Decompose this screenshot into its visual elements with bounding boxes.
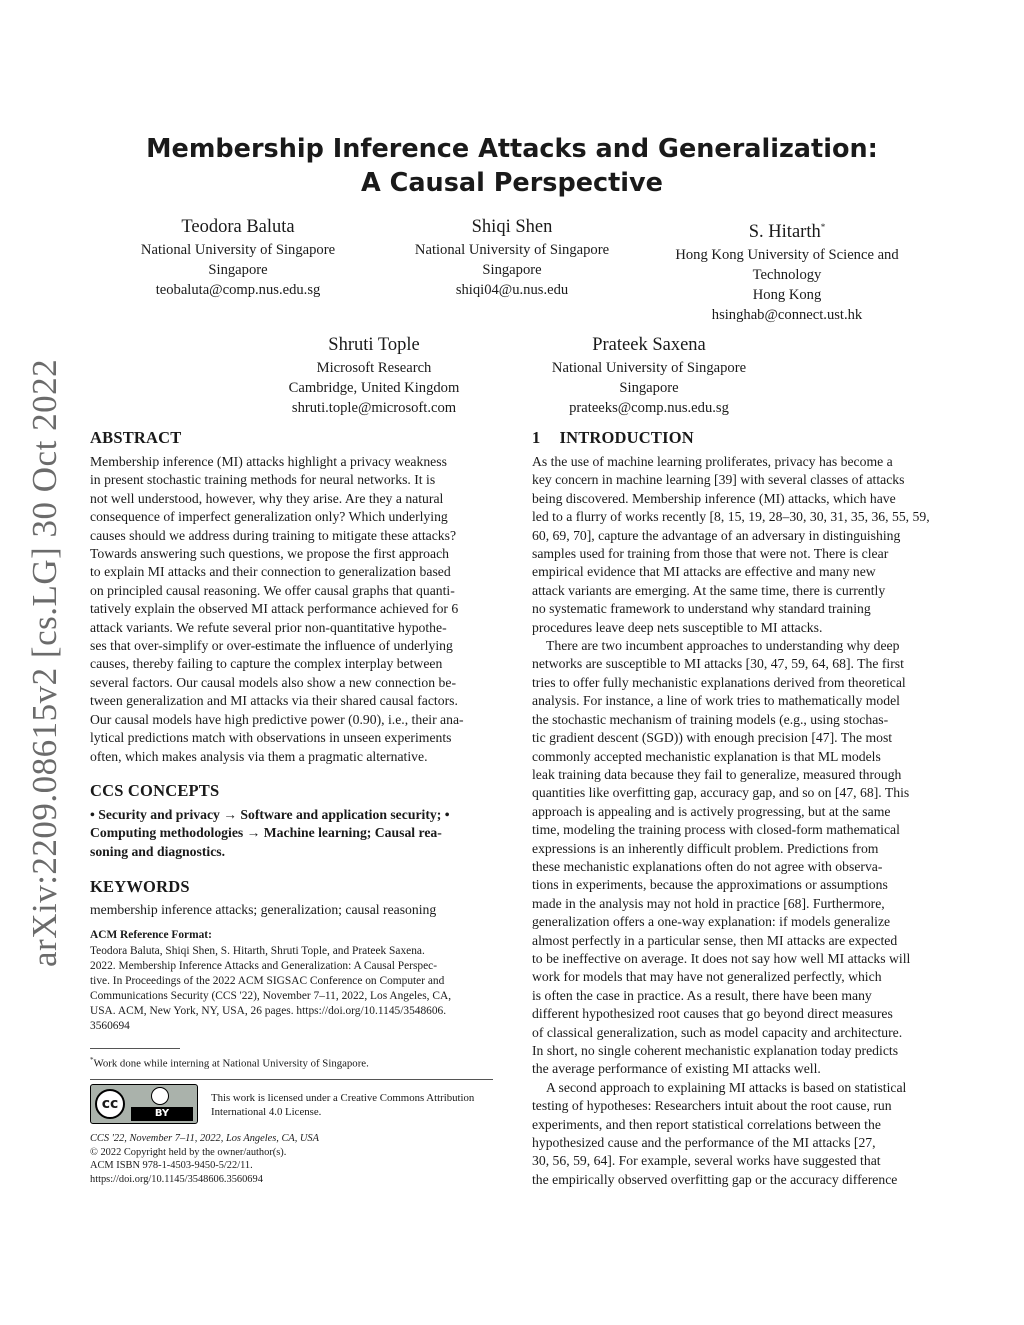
license-text	[211, 1091, 501, 1119]
acm-ref-heading: ACM Reference Format:	[90, 929, 212, 941]
author-block-4	[244, 332, 504, 418]
text-line: causes, thereby failing to capture the complex interplay between	[90, 656, 443, 672]
text-line: ACM ISBN 978-1-4503-9450-5/22/11.	[90, 1160, 253, 1172]
abstract-body	[90, 453, 492, 766]
text-line: CCS '22, November 7–11, 2022, Los Angeles, CA, USA	[90, 1133, 319, 1144]
author-block-1	[108, 214, 368, 300]
text-line: testing of hypotheses: Researchers intuit about the root cause, run	[532, 1098, 892, 1114]
text-line: tries to offer fully mechanistic explanations derived from theoretical	[532, 674, 906, 690]
abstract-heading: ABSTRACT	[90, 428, 182, 447]
text-line: tic gradient descent (SGD)) with enough precision [47]. The most	[532, 730, 893, 746]
title-line-1: Membership Inference Attacks and Generalization:	[146, 134, 878, 164]
author-email: hsinghab@connect.ust.hk	[711, 307, 863, 324]
footnote-mark: *	[90, 1056, 94, 1064]
section-title: INTRODUCTION	[559, 428, 694, 447]
author-email: shruti.tople@microsoft.com	[291, 400, 457, 416]
text-line: International 4.0 License.	[211, 1106, 322, 1118]
footnote	[90, 1053, 494, 1072]
arxiv-stamp: arXiv:2209.08615v2 [cs.LG] 30 Oct 2022	[25, 358, 64, 967]
by-icon: BY	[131, 1107, 193, 1121]
text-line: of classical generalization, such as model capacity and architecture.	[532, 1024, 903, 1040]
text-line: made in the analysis may not hold in practice [68]. Furthermore,	[532, 895, 885, 911]
author-location: Hong Kong	[752, 287, 822, 304]
author-name	[652, 214, 922, 245]
text-line: generalization offers a one-way explanation: if models generalize	[532, 914, 891, 930]
text-line: Communications Security (CCS '22), November 7–11, 2022, Los Angeles, CA,	[90, 990, 452, 1002]
text-line: tions in experiments, because the approximations or assumptions	[532, 877, 888, 893]
author-email: shiqi04@u.nus.edu	[455, 282, 569, 298]
author-email: teobaluta@comp.nus.edu.sg	[155, 282, 321, 298]
author-name: Prateek Saxena	[592, 335, 706, 355]
keywords-heading: KEYWORDS	[90, 877, 190, 896]
text-line: 3560694	[90, 1020, 130, 1032]
text-line: led to a flurry of works recently [8, 15, 19, 28–30, 30, 31, 35, 36, 55, 59,	[532, 509, 930, 525]
text-line: 30, 56, 59, 64]. For example, several works have suggested that	[532, 1153, 881, 1169]
cc-icon: cc	[95, 1089, 125, 1119]
text-line: work for models that may have not generalized perfectly, which	[532, 969, 882, 985]
text-line: experiments, and then report statistical correlations between the	[532, 1116, 881, 1132]
keywords-text: membership inference attacks; generalization; causal reasoning	[90, 902, 437, 917]
text-line: different hypothesized root causes that go beyond direct measures	[532, 1006, 893, 1022]
author-location: Singapore	[482, 262, 542, 278]
footnote-text: Work done while interning at National University of Singapore.	[93, 1057, 369, 1070]
text-line: time, modeling the training process with closed-form mathematical	[532, 822, 900, 838]
text-line: quantities like overfitting gap, accuracy gap, and so on [47, 68]. This	[532, 785, 910, 801]
title-line-2: A Causal Perspective	[361, 168, 663, 198]
text-line: the average performance of existing MI attacks well.	[532, 1061, 821, 1077]
text-line: commonly accepted mechanistic explanation is that ML models	[532, 748, 881, 764]
author-affiliation: Microsoft Research	[316, 360, 432, 376]
text-line: expressions is an inherently difficult problem. Predictions from	[532, 840, 879, 856]
text-line: As the use of machine learning proliferates, privacy has become a	[532, 454, 893, 469]
text-line: causes should we address during training to mitigate these attacks?	[90, 527, 457, 543]
author-affiliation: National University of Singapore	[414, 242, 610, 258]
footnote-rule	[90, 1048, 180, 1049]
text-line: https://doi.org/10.1145/3548606.3560694	[90, 1173, 263, 1185]
author-affiliation-line-1: Hong Kong University of Science and	[675, 247, 899, 264]
text-line: © 2022 Copyright held by the owner/author(s).	[90, 1146, 287, 1158]
text-line: on principled causal reasoning. We offer causal graphs that quanti-	[90, 582, 455, 598]
text-line: hypothesized cause and the performance of the MI attacks [27,	[532, 1135, 876, 1151]
text-line: attack variants. We refute several prior non-quantitative hypothe-	[90, 619, 447, 635]
text-line: A second approach to explaining MI attacks is based on statistical	[546, 1079, 907, 1095]
text-line: Teodora Baluta, Shiqi Shen, S. Hitarth, Shruti Tople, and Prateek Saxena.	[90, 945, 425, 957]
text-line: networks are susceptible to MI attacks [30, 47, 59, 64, 68]. The first	[532, 656, 904, 672]
license-rule	[90, 1079, 493, 1080]
text-line: in present stochastic training methods for neural networks. It is	[90, 472, 436, 488]
paper-title	[100, 132, 924, 200]
text-line: to explain MI attacks and their connection to generalization based	[90, 564, 451, 580]
intro-body	[532, 453, 934, 1189]
text-line: leak training data because they fail to generalize, measured through	[532, 766, 902, 782]
text-line: the stochastic mechanism of training models (e.g., using stochas-	[532, 711, 889, 727]
text-line: procedures leave deep nets susceptible to MI attacks.	[532, 619, 823, 635]
text-line: tive. In Proceedings of the 2022 ACM SIGSAC Conference on Computer and	[90, 975, 445, 987]
author-affiliation: National University of Singapore	[551, 360, 747, 376]
author-email: prateeks@comp.nus.edu.sg	[569, 400, 729, 416]
text-line: USA. ACM, New York, NY, USA, 26 pages. https://doi.org/10.1145/3548606.	[90, 1005, 447, 1017]
text-line: empirical evidence that MI attacks are effective and many new	[532, 564, 876, 580]
text-line: Towards answering such questions, we propose the first approach	[90, 546, 450, 562]
text-line: no systematic framework to understand why standard training	[532, 601, 871, 617]
attribution-person-icon	[151, 1087, 169, 1105]
text-line: to be ineffective on average. It does not say how well MI attacks will	[532, 950, 911, 966]
text-line: often, which makes analysis via them a pragmatic alternative.	[90, 748, 428, 764]
text-line: consequence of imperfect generalization only? Which underlying	[90, 509, 448, 525]
text-line: Membership inference (MI) attacks highlight a privacy weakness	[90, 454, 447, 469]
text-line: 2022. Membership Inference Attacks and Generalization: A Causal Perspec-	[90, 960, 437, 972]
author-location: Singapore	[619, 380, 679, 396]
text-line: ses that over-simplify or over-estimate the influence of underlying	[90, 638, 453, 654]
author-name: Teodora Baluta	[181, 217, 295, 237]
text-line: samples used for training from those that were not. There is clear	[532, 546, 889, 562]
text-line: the empirically observed overfitting gap or the accuracy difference	[532, 1171, 898, 1187]
text-line: lytical predictions match with observations in unseen experiments	[90, 730, 452, 746]
text-line: There are two incumbent approaches to understanding why deep	[546, 638, 900, 654]
text-line: analysis. For instance, a line of work tries to mathematically model	[532, 693, 900, 709]
text-line: tatively explain the observed MI attack performance achieved for 6	[90, 601, 459, 617]
text-line: Our causal models have high predictive power (0.90), i.e., their ana-	[90, 711, 464, 727]
text-line: In short, no single coherent mechanistic explanation today predicts	[532, 1043, 899, 1058]
text-line: several factors. Our causal models also show a new connection be-	[90, 674, 457, 690]
author-name: Shiqi Shen	[471, 217, 553, 237]
author-location: Cambridge, United Kingdom	[288, 380, 460, 396]
text-line: Computing methodologies → Machine learning; Causal rea-	[90, 825, 442, 841]
text-line: • Security and privacy → Software and application security; •	[90, 807, 450, 822]
text-line: This work is licensed under a Creative Commons Attribution	[211, 1092, 475, 1104]
text-line: almost perfectly in a particular sense, then MI attacks are expected	[532, 932, 898, 948]
text-line: approach is appealing and is actively progressing, but at the same	[532, 803, 891, 819]
text-line: soning and diagnostics.	[90, 843, 226, 859]
acm-ref-body	[90, 944, 494, 1034]
author-block-3	[652, 214, 922, 325]
author-name: Shruti Tople	[328, 335, 420, 355]
footnote-mark: *	[820, 222, 826, 232]
author-location: Singapore	[208, 262, 268, 278]
ccs-concepts	[90, 806, 494, 861]
text-line: being discovered. Membership inference (MI) attacks, which have	[532, 490, 896, 506]
author-block-2	[382, 214, 642, 300]
text-line: tween generalization and MI attacks via their shared causal factors.	[90, 693, 458, 709]
text-line: 60, 69, 70], capture the advantage of an adversary in distinguishing	[532, 527, 901, 543]
text-line: attack variants are emerging. At the same time, there is currently	[532, 582, 886, 598]
ccs-heading: CCS CONCEPTS	[90, 781, 220, 800]
intro-heading	[532, 428, 694, 448]
text-line: these mechanistic explanations often do not agree with observa-	[532, 858, 883, 874]
author-affiliation-line-2: Technology	[752, 267, 822, 284]
text-line: is often the case in practice. As a result, there have been many	[532, 987, 872, 1003]
section-number: 1	[532, 428, 541, 447]
text-line: not well understood, however, why they arise. Are they a natural	[90, 490, 444, 506]
author-block-5	[519, 332, 779, 418]
author-name-text: S. Hitarth	[748, 222, 821, 243]
text-line: key concern in machine learning [39] with several classes of attacks	[532, 472, 905, 488]
publication-info	[90, 1132, 494, 1186]
cc-by-license-logo	[90, 1084, 198, 1124]
author-affiliation: National University of Singapore	[140, 242, 336, 258]
